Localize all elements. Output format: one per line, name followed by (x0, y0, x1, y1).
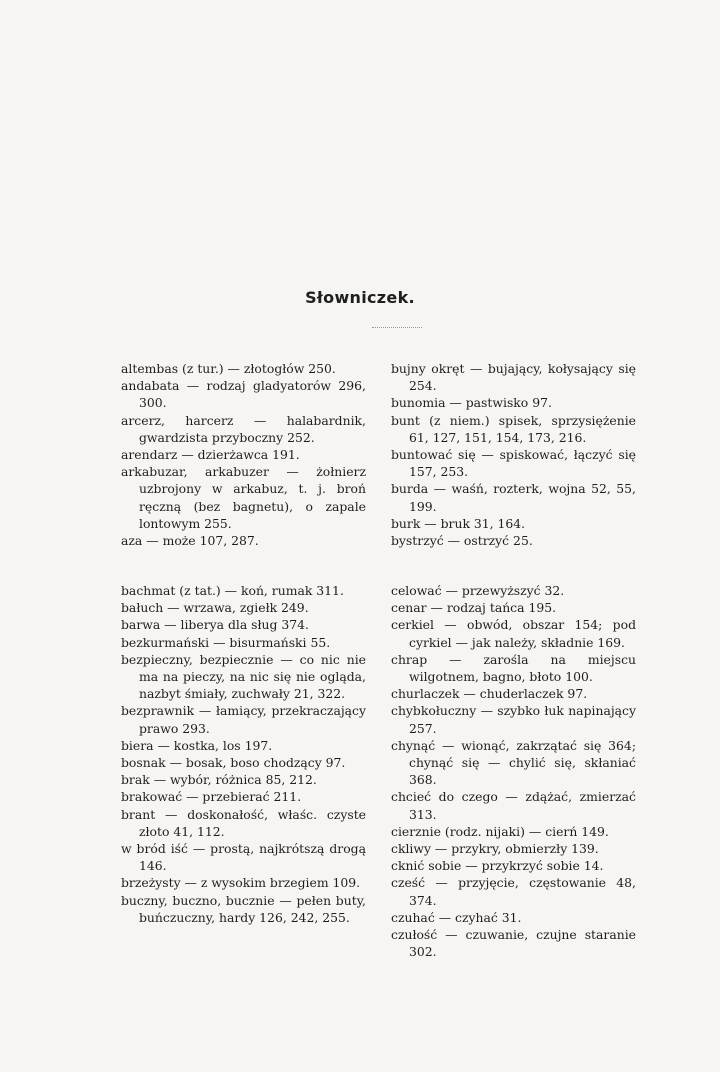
glossary-entry: bezkurmański — bisurmański 55. (121, 634, 331, 650)
glossary-entry: brakować — przebierać 211. (121, 789, 302, 805)
glossary-entry: bezpieczny, bezpiecznie — co nic nie ma na pieczy, na nic się nie ogląda, nazbyt śmiały, zuchwały 21, 322. (121, 651, 366, 702)
section-c-right-column (391, 582, 636, 960)
glossary-entry: chynąć — wionąć, zakrzątać się 364; chynąć się — chylić się, skłaniać 368. (391, 737, 636, 788)
glossary-entry: aza — może 107, 287. (121, 533, 259, 549)
glossary-entry: churlaczek — chuderlaczek 97. (391, 686, 588, 702)
glossary-entry: bujny okręt — bujający, kołysający się 254. (391, 361, 636, 394)
glossary-entry: bystrzyć — ostrzyć 25. (391, 533, 533, 549)
glossary-entry: bachmat (z tat.) — koń, rumak 311. (121, 583, 344, 598)
glossary-entry: czułość — czuwanie, czujne staranie 302. (391, 927, 636, 960)
glossary-entry: cknić sobie — przykrzyć sobie 14. (391, 858, 604, 874)
glossary-entry: cenar — rodzaj tańca 195. (391, 600, 557, 616)
glossary-entry: chcieć do czego — zdążać, zmierzać 313. (391, 789, 636, 822)
glossary-entry: bezprawnik — łamiący, przekraczający prawo 293. (121, 703, 366, 736)
section-a-left-column (121, 360, 366, 549)
glossary-entry: biera — kostka, los 197. (121, 737, 273, 753)
section-b-right-column (391, 360, 636, 549)
glossary-entry: burk — bruk 31, 164. (391, 515, 526, 531)
glossary-entry: chrap — zarośla na miejscu wilgotnem, bagno, błoto 100. (391, 651, 636, 685)
glossary-entry: barwa — liberya dla sług 374. (121, 617, 309, 633)
page-title: Słowniczek. (305, 288, 415, 307)
glossary-entry: czuhać — czyhać 31. (391, 909, 522, 925)
glossary-entry: arendarz — dzierżawca 191. (121, 447, 300, 463)
glossary-entry: brak — wybór, różnica 85, 212. (121, 772, 317, 788)
glossary-entry: brant — doskonałość, właśc. czyste złoto 41, 112. (121, 806, 366, 839)
glossary-entry: buczny, buczno, bucznie — pełen buty, buńczuczny, hardy 126, 242, 255. (121, 892, 366, 925)
glossary-entry: andabata — rodzaj gladyatorów 296, 300. (121, 378, 366, 411)
glossary-entry: brzeżysty — z wysokim brzegiem 109. (121, 875, 361, 891)
glossary-entry: burda — waśń, rozterk, wojna 52, 55, 199. (391, 481, 636, 514)
glossary-entry: cześć — przyjęcie, częstowanie 48, 374. (391, 875, 636, 908)
glossary-entry: altembas (z tur.) — złotogłów 250. (121, 361, 336, 376)
title-divider (372, 327, 422, 328)
glossary-entry: ckliwy — przykry, obmierzły 139. (391, 841, 599, 857)
glossary-entry: arcerz, harcerz — halabardnik, gwardzista przyboczny 252. (121, 412, 366, 445)
glossary-entry: bałuch — wrzawa, zgiełk 249. (121, 600, 309, 616)
section-b-left-column (121, 582, 366, 926)
glossary-entry: buntować się — spiskować, łączyć się 157, 253. (391, 447, 636, 480)
glossary-entry: cierznie (rodz. nijaki) — cierń 149. (391, 823, 609, 839)
glossary-entry: bunt (z niem.) spisek, sprzysiężenie 61, 127, 151, 154, 173, 216. (391, 412, 636, 445)
glossary-entry: w bród iść — prostą, najkrótszą drogą 146. (121, 841, 366, 874)
glossary-entry: celować — przewyższyć 32. (391, 583, 565, 598)
glossary-entry: cerkiel — obwód, obszar 154; pod cyrkiel — jak należy, składnie 169. (391, 617, 636, 650)
glossary-entry: bosnak — bosak, boso chodzący 97. (121, 755, 346, 771)
glossary-entry: arkabuzar, arkabuzer — żołnierz uzbrojony w arkabuz, t. j. broń ręczną (bez bagnetu), o zapale lontowym 255. (121, 464, 366, 531)
glossary-entry: bunomia — pastwisko 97. (391, 395, 552, 411)
glossary-entry: chybkołuczny — szybko łuk napinający 257. (391, 703, 636, 736)
